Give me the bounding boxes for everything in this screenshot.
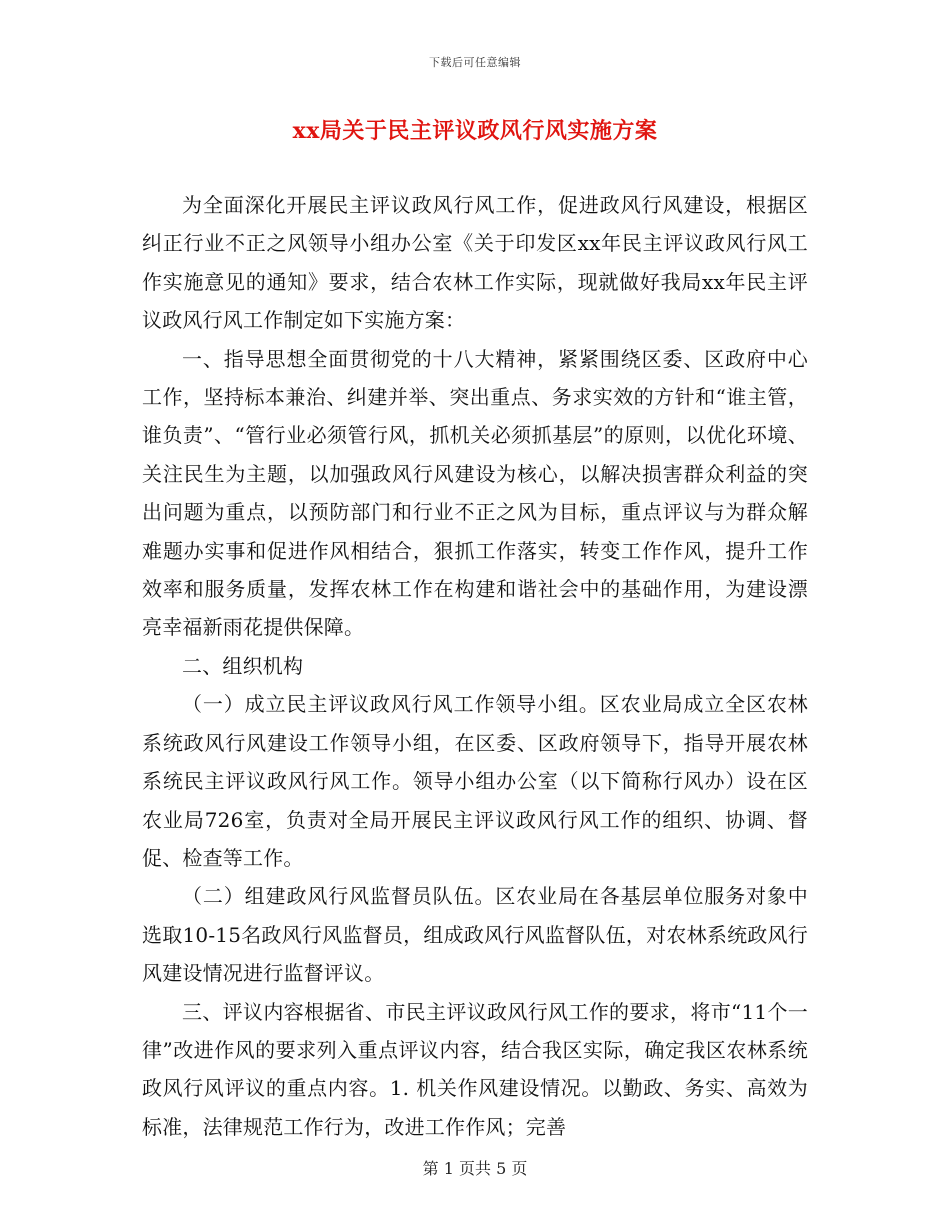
body-paragraph-intro: 为全面深化开展民主评议政风行风工作，促进政风行风建设，根据区纠正行业不正之风领导小组办公室《关于印发区xx年民主评议政风行风工作实施意见的通知》要求，结合农林工作实际，现就做好我局xx年民主评议政风行风工作制定如下实施方案： <box>142 193 808 333</box>
body-paragraph-guiding-ideology: 一、指导思想全面贯彻党的十八大精神，紧紧围绕区委、区政府中心工作，坚持标本兼治、纠建并举、突出重点、务求实效的方针和“谁主管，谁负责”、“管行业必须管行风，抓机关必须抓基层”的原则，以优化环境、关注民生为主题，以加强政风行风建设为核心，以解决损害群众利益的突出问题为重点，以预防部门和行业不正之风为目标，重点评议与为群众解难题办实事和促进作风相结合，狠抓工作落实，转变工作作风，提升工作效率和服务质量，发挥农林工作在构建和谐社会中的基础作用，为建设漂亮幸福新雨花提供保障。 <box>142 346 808 640</box>
page-header-note: 下载后可任意编辑 <box>429 56 521 69</box>
body-paragraph-leading-group: （一）成立民主评议政风行风工作领导小组。区农业局成立全区农林系统政风行风建设工作领导小组，在区委、区政府领导下，指导开展农林系统民主评议政风行风工作。领导小组办公室（以下简称行风办）设在区农业局726室，负责对全局开展民主评议政风行风工作的组织、协调、督促、检查等工作。 <box>142 692 808 870</box>
document-body <box>142 186 808 1146</box>
document-title: xx局关于民主评议政风行风实施方案 <box>292 118 658 144</box>
body-paragraph-organization-heading: 二、组织机构 <box>182 653 304 678</box>
body-paragraph-supervisors: （二）组建政风行风监督员队伍。区农业局在各基层单位服务对象中选取10-15名政风行风监督员，组成政风行风监督队伍，对农林系统政风行风建设情况进行监督评议。 <box>142 884 808 986</box>
page-number: 第 1 页共 5 页 <box>422 1159 528 1178</box>
body-paragraph-evaluation-content: 三、评议内容根据省、市民主评议政风行风工作的要求，将市“11个一律”改进作风的要求列入重点评议内容，结合我区实际，确定我区农林系统政风行风评议的重点内容。1. 机关作风建设情况。以勤政、务实、高效为标准，法律规范工作行为，改进工作作风；完善 <box>142 999 808 1139</box>
